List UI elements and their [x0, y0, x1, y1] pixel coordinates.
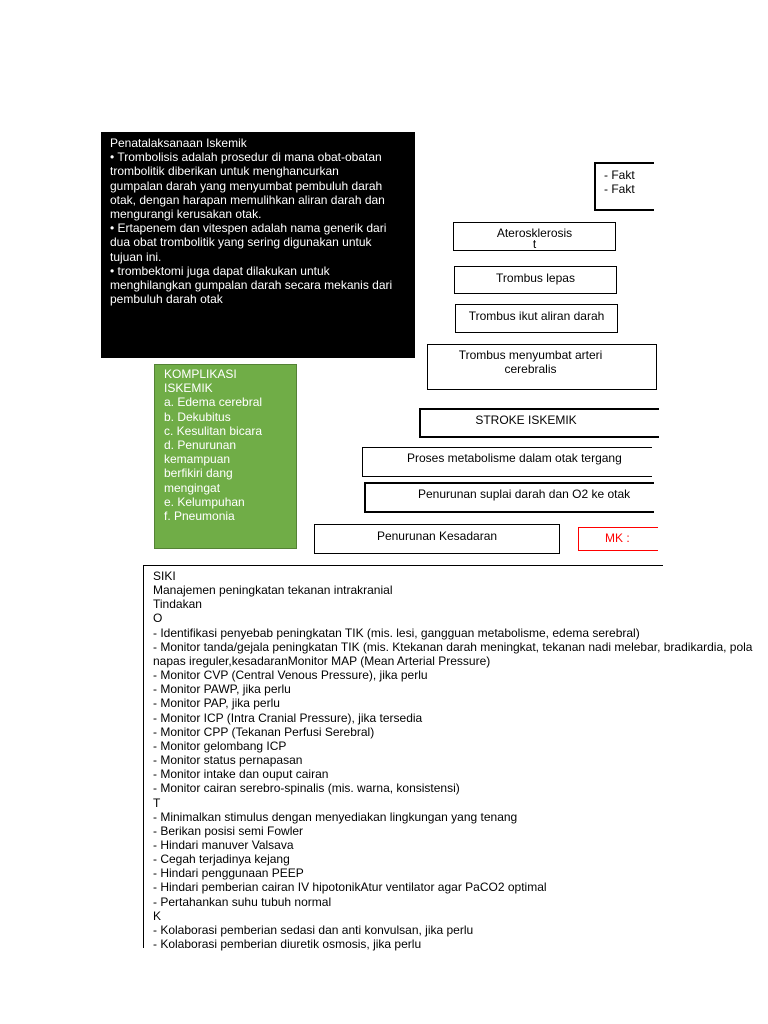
siki-line: O: [153, 611, 163, 626]
siki-line: - Kolaborasi pemberian diuretik osmosis, jika perlu: [153, 937, 422, 952]
penatalaksanaan-line: Penatalaksanaan Iskemik: [110, 136, 247, 150]
komplikasi-line: berfikiri dang: [164, 466, 233, 481]
stroke-iskemik-box: [419, 408, 659, 438]
aterosklerosis-extra: t: [532, 237, 537, 251]
siki-line: - Cegah terjadinya kejang: [153, 852, 290, 867]
faktor-box: [594, 162, 654, 211]
siki-line: napas ireguler,kesadaranMonitor MAP (Mean Arterial Pressure): [153, 653, 491, 668]
penatalaksanaan-line: • Trombolisis adalah prosedur di mana obat-obatan: [110, 150, 382, 165]
penurunan-kesadaran-box: [314, 524, 560, 554]
mk-box: [578, 527, 658, 551]
trombus-ikut-box: [455, 304, 618, 333]
siki-line: - Monitor ICP (Intra Cranial Pressure), jika tersedia: [153, 710, 423, 725]
faktor-line: - Fakt: [604, 182, 635, 197]
siki-box: [143, 565, 753, 952]
siki-line: - Kolaborasi pemberian sedasi dan anti konvulsan, jika perlu: [153, 922, 474, 937]
penatalaksanaan-line: mengurangi kerusakan otak.: [110, 207, 262, 222]
penatalaksanaan-line: trombolitik diberikan untuk menghancurkan: [110, 164, 339, 179]
komplikasi-line: mengingat: [164, 480, 221, 495]
penatalaksanaan-line: gumpalan darah yang menyumbat pembuluh darah: [110, 178, 383, 193]
siki-line: Tindakan: [153, 597, 202, 612]
faktor-line: - Fakt: [604, 168, 635, 182]
siki-line: T: [153, 795, 161, 810]
siki-line: - Berikan posisi semi Fowler: [153, 823, 304, 838]
siki-line: Manajemen peningkatan tekanan intrakranial: [153, 583, 393, 598]
siki-line: - Monitor PAWP, jika perlu: [153, 682, 291, 697]
komplikasi-line: f. Pneumonia: [164, 509, 235, 524]
penatalaksanaan-line: menghilangkan gumpalan darah secara mekanis dari: [110, 278, 393, 293]
siki-line: - Minimalkan stimulus dengan menyediakan lingkungan yang tenang: [153, 809, 518, 824]
komplikasi-box: [154, 364, 297, 549]
siki-line: K: [153, 908, 162, 923]
komplikasi-line: d. Penurunan: [164, 438, 237, 453]
siki-line: - Monitor CPP (Tekanan Perfusi Serebral): [153, 724, 375, 739]
siki-line: - Hindari manuver Valsava: [153, 837, 294, 852]
komplikasi-line: a. Edema cerebral: [164, 395, 263, 410]
mk-label: MK :: [605, 531, 630, 545]
siki-line: - Monitor CVP (Central Venous Pressure), jika perlu: [153, 668, 428, 683]
siki-line: SIKI: [153, 569, 176, 583]
penatalaksanaan-box: [101, 132, 415, 358]
siki-line: - Monitor cairan serebro-spinalis (mis. warna, konsistensi): [153, 781, 460, 796]
siki-line: - Monitor intake dan ouput cairan: [153, 767, 329, 782]
penurunan-kesadaran-label: Penurunan Kesadaran: [376, 529, 498, 543]
trombus-menyumbat-box: [427, 344, 657, 390]
siki-line: - Hindari penggunaan PEEP: [153, 866, 304, 881]
penatalaksanaan-line: dua obat trombolitik yang sering digunakan untuk: [110, 235, 372, 250]
proses-metabolisme-label: Proses metabolisme dalam otak tergang: [407, 451, 622, 465]
trombus-ikut-label: Trombus ikut aliran darah: [468, 309, 605, 323]
trombus-lepas-box: [454, 266, 617, 294]
aterosklerosis-label: Aterosklerosis: [496, 226, 573, 240]
siki-line: - Pertahankan suhu tubuh normal: [153, 894, 332, 909]
komplikasi-line: e. Kelumpuhan: [164, 494, 245, 509]
penatalaksanaan-line: pembuluh darah otak: [110, 292, 223, 307]
aterosklerosis-box: [453, 222, 616, 251]
penurunan-suplai-label: Penurunan suplai darah dan O2 ke otak: [418, 487, 631, 501]
siki-line: - Monitor status pernapasan: [153, 753, 303, 768]
trombus-menyumbat-label: Trombus menyumbat arteri cerebralis: [458, 348, 603, 376]
siki-line: - Identifikasi penyebab peningkatan TIK (mis. lesi, gangguan metabolisme, edema serebral): [153, 625, 640, 640]
komplikasi-line: KOMPLIKASI ISKEMIK: [164, 367, 237, 396]
siki-line: - Monitor gelombang ICP: [153, 738, 287, 753]
trombus-lepas-label: Trombus lepas: [496, 271, 575, 285]
siki-line: - Hindari pemberian cairan IV hipotonikAtur ventilator agar PaCO2 optimal: [153, 880, 547, 895]
penatalaksanaan-line: tujuan ini.: [110, 249, 162, 264]
siki-line: - Monitor tanda/gejala peningkatan TIK (mis. Ktekanan darah meningkat, tekanan nadi melebar, bradikardia, pola: [153, 639, 753, 654]
komplikasi-line: kemampuan: [164, 452, 231, 467]
penurunan-suplai-box: [364, 482, 654, 513]
stroke-iskemik-label: STROKE ISKEMIK: [475, 413, 577, 427]
penatalaksanaan-line: otak, dengan harapan memulihkan aliran darah dan: [110, 192, 385, 207]
siki-line: - Monitor PAP, jika perlu: [153, 696, 280, 711]
penatalaksanaan-line: • trombektomi juga dapat dilakukan untuk: [110, 263, 330, 278]
penatalaksanaan-line: • Ertapenem dan vitespen adalah nama generik dari: [110, 221, 387, 236]
komplikasi-line: b. Dekubitus: [164, 409, 231, 424]
komplikasi-line: c. Kesulitan bicara: [164, 423, 263, 438]
proses-metabolisme-box: [362, 447, 652, 477]
